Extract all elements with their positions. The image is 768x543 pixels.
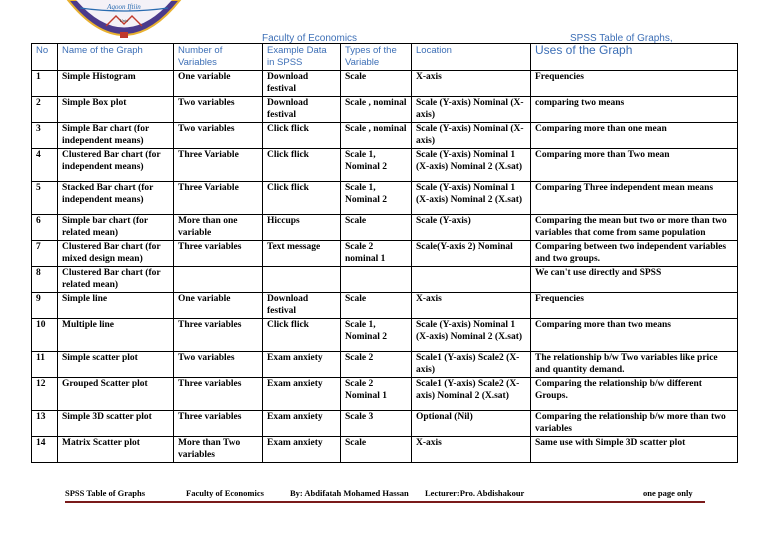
cell-example-data: Download festival — [263, 97, 341, 123]
cell-graph-name: Clustered Bar chart (for independent means) — [58, 149, 174, 182]
cell-example-data: Click flick — [263, 319, 341, 352]
cell-no: 2 — [32, 97, 58, 123]
cell-uses: Comparing more than Two mean — [531, 149, 738, 182]
cell-variable-type: Scale — [341, 71, 412, 97]
cell-uses: Comparing Three independent mean means — [531, 182, 738, 215]
cell-example-data: Hiccups — [263, 215, 341, 241]
cell-num-variables: Three variables — [174, 319, 263, 352]
logo-subtext: Univ — [119, 18, 129, 23]
cell-variable-type — [341, 267, 412, 293]
cell-num-variables: More than Two variables — [174, 437, 263, 463]
col-header-num-variables: Number of Variables — [174, 44, 263, 71]
cell-no: 14 — [32, 437, 58, 463]
cell-location: Optional (Nil) — [412, 411, 531, 437]
cell-graph-name: Simple scatter plot — [58, 352, 174, 378]
cell-no: 5 — [32, 182, 58, 215]
cell-num-variables: Three Variable — [174, 182, 263, 215]
table-row — [32, 293, 738, 319]
table-row — [32, 411, 738, 437]
cell-variable-type: Scale — [341, 437, 412, 463]
cell-variable-type: Scale 3 — [341, 411, 412, 437]
cell-example-data: Click flick — [263, 123, 341, 149]
cell-no: 8 — [32, 267, 58, 293]
cell-location: Scale (Y-axis) — [412, 215, 531, 241]
cell-uses: Comparing the mean but two or more than two variables that come from same population — [531, 215, 738, 241]
cell-num-variables — [174, 267, 263, 293]
footer-divider — [65, 501, 705, 503]
cell-uses: Same use with Simple 3D scatter plot — [531, 437, 738, 463]
cell-no: 9 — [32, 293, 58, 319]
faculty-title: Faculty of Economics — [262, 33, 358, 44]
cell-num-variables: Three variables — [174, 378, 263, 411]
table-row — [32, 352, 738, 378]
cell-location: Scale (Y-axis) Nominal 1 (X-axis) Nominal 2 (X.sat) — [412, 149, 531, 182]
cell-graph-name: Simple line — [58, 293, 174, 319]
table-row — [32, 123, 738, 149]
cell-uses: Comparing the relationship b/w more than two variables — [531, 411, 738, 437]
cell-example-data: Click flick — [263, 182, 341, 215]
footer-note: one page only — [643, 488, 693, 498]
document-title: SPSS Table of Graphs, — [570, 33, 673, 44]
cell-uses: Comparing more than two means — [531, 319, 738, 352]
cell-num-variables: Two variables — [174, 352, 263, 378]
cell-uses: Frequencies — [531, 293, 738, 319]
cell-location: Scale (Y-axis) Nominal 1 (X-axis) Nominal 2 (X.sat) — [412, 182, 531, 215]
cell-example-data: Download festival — [263, 293, 341, 319]
cell-num-variables: One variable — [174, 293, 263, 319]
col-header-example: Example Data in SPSS — [263, 44, 341, 71]
cell-location: Scale (Y-axis) Nominal 1 (X-axis) Nominal 2 (X.sat) — [412, 319, 531, 352]
table-row — [32, 97, 738, 123]
cell-variable-type: Scale 1, Nominal 2 — [341, 182, 412, 215]
cell-example-data: Exam anxiety — [263, 437, 341, 463]
cell-uses: Frequencies — [531, 71, 738, 97]
cell-no: 12 — [32, 378, 58, 411]
cell-location — [412, 267, 531, 293]
cell-num-variables: One variable — [174, 71, 263, 97]
cell-graph-name: Simple 3D scatter plot — [58, 411, 174, 437]
cell-location: Scale(Y-axis 2) Nominal — [412, 241, 531, 267]
cell-no: 6 — [32, 215, 58, 241]
cell-num-variables: Three variables — [174, 241, 263, 267]
cell-num-variables: Two variables — [174, 97, 263, 123]
cell-example-data — [263, 267, 341, 293]
cell-num-variables: Two variables — [174, 123, 263, 149]
cell-uses: We can't use directly and SPSS — [531, 267, 738, 293]
cell-location: X-axis — [412, 293, 531, 319]
col-header-name: Name of the Graph — [58, 44, 174, 71]
cell-no: 13 — [32, 411, 58, 437]
cell-uses: Comparing the relationship b/w different Groups. — [531, 378, 738, 411]
table-row — [32, 241, 738, 267]
table-row — [32, 378, 738, 411]
table-row — [32, 71, 738, 97]
cell-no: 3 — [32, 123, 58, 149]
page-footer — [65, 488, 705, 500]
cell-graph-name: Matrix Scatter plot — [58, 437, 174, 463]
col-header-uses: Uses of the Graph — [531, 44, 738, 71]
cell-no: 1 — [32, 71, 58, 97]
footer-doc-title: SPSS Table of Graphs — [65, 488, 146, 498]
cell-no: 7 — [32, 241, 58, 267]
table-row — [32, 149, 738, 182]
cell-no: 11 — [32, 352, 58, 378]
footer-faculty: Faculty of Economics — [186, 488, 264, 498]
cell-graph-name: Simple bar chart (for related mean) — [58, 215, 174, 241]
cell-variable-type: Scale 2 nominal 1 — [341, 241, 412, 267]
cell-graph-name: Clustered Bar chart (for mixed design mean) — [58, 241, 174, 267]
cell-location: X-axis — [412, 71, 531, 97]
cell-uses: comparing two means — [531, 97, 738, 123]
cell-example-data: Text message — [263, 241, 341, 267]
cell-graph-name: Stacked Bar chart (for independent means) — [58, 182, 174, 215]
cell-variable-type: Scale 2 Nominal 1 — [341, 378, 412, 411]
cell-graph-name: Simple Histogram — [58, 71, 174, 97]
cell-variable-type: Scale , nominal — [341, 123, 412, 149]
table-row — [32, 215, 738, 241]
cell-variable-type: Scale — [341, 293, 412, 319]
cell-graph-name: Clustered Bar chart (for related mean) — [58, 267, 174, 293]
table-row — [32, 437, 738, 463]
cell-location: Scale (Y-axis) Nominal (X-axis) — [412, 123, 531, 149]
col-header-variable-type: Types of the Variable — [341, 44, 412, 71]
university-logo — [66, 0, 182, 44]
table-row — [32, 182, 738, 215]
cell-location: Scale1 (Y-axis) Scale2 (X-axis) Nominal 2 (X.sat) — [412, 378, 531, 411]
cell-example-data: Exam anxiety — [263, 378, 341, 411]
col-header-no: No — [32, 44, 58, 71]
cell-graph-name: Grouped Scatter plot — [58, 378, 174, 411]
cell-no: 4 — [32, 149, 58, 182]
cell-variable-type: Scale — [341, 215, 412, 241]
cell-location: X-axis — [412, 437, 531, 463]
table-row — [32, 267, 738, 293]
table-header-row — [32, 44, 738, 71]
table-row — [32, 319, 738, 352]
cell-variable-type: Scale , nominal — [341, 97, 412, 123]
cell-example-data: Exam anxiety — [263, 411, 341, 437]
col-header-location: Location — [412, 44, 531, 71]
cell-variable-type: Scale 1, Nominal 2 — [341, 149, 412, 182]
cell-uses: Comparing between two independent variables and two groups. — [531, 241, 738, 267]
footer-lecturer: Lecturer:Pro. Abdishakour — [425, 488, 525, 498]
cell-location: Scale (Y-axis) Nominal (X-axis) — [412, 97, 531, 123]
cell-variable-type: Scale 1, Nominal 2 — [341, 319, 412, 352]
cell-graph-name: Simple Box plot — [58, 97, 174, 123]
cell-example-data: Exam anxiety — [263, 352, 341, 378]
cell-no: 10 — [32, 319, 58, 352]
footer-author: By: Abdifatah Mohamed Hassan — [290, 488, 409, 498]
cell-num-variables: More than one variable — [174, 215, 263, 241]
logo-text: Aqoon Iftiin — [107, 3, 141, 11]
cell-location: Scale1 (Y-axis) Scale2 (X-axis) — [412, 352, 531, 378]
cell-example-data: Click flick — [263, 149, 341, 182]
cell-uses: The relationship b/w Two variables like price and quantity demand. — [531, 352, 738, 378]
cell-num-variables: Three variables — [174, 411, 263, 437]
cell-uses: Comparing more than one mean — [531, 123, 738, 149]
cell-graph-name: Multiple line — [58, 319, 174, 352]
cell-graph-name: Simple Bar chart (for independent means) — [58, 123, 174, 149]
cell-num-variables: Three Variable — [174, 149, 263, 182]
cell-example-data: Download festival — [263, 71, 341, 97]
cell-variable-type: Scale 2 — [341, 352, 412, 378]
graphs-table — [31, 43, 738, 463]
